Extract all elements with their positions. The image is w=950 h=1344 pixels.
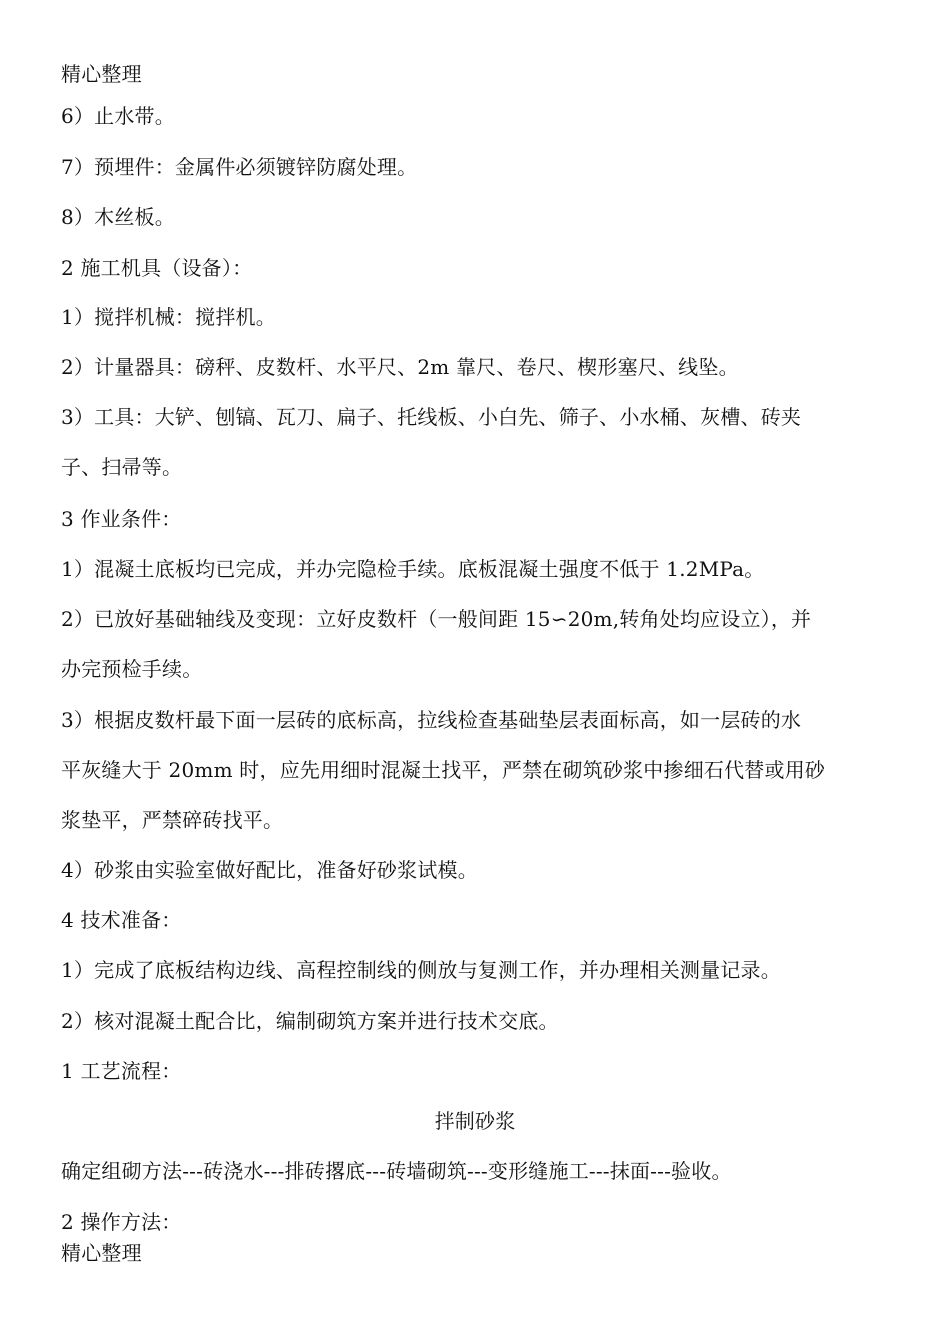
paragraph-line: 4）砂浆由实验室做好配比，准备好砂浆试模。: [61, 858, 478, 882]
process-flow-line: 确定组砌方法---砖浇水---排砖撂底---砖墙砌筑---变形缝施工---抹面---验收。: [61, 1159, 732, 1183]
paragraph-line: 办完预检手续。: [61, 657, 203, 681]
paragraph-line: 2）核对混凝土配合比，编制砌筑方案并进行技术交底。: [61, 1009, 559, 1033]
paragraph-line: 1）完成了底板结构边线、高程控制线的侧放与复测工作，并办理相关测量记录。: [61, 958, 781, 982]
paragraph-line: 8）木丝板。: [61, 205, 175, 229]
paragraph-line: 子、扫帚等。: [61, 455, 183, 479]
paragraph-line: 平灰缝大于 20mm 时，应先用细时混凝土找平，严禁在砌筑砂浆中掺细石代替或用砂: [61, 758, 826, 782]
page-footer: 精心整理: [61, 1241, 142, 1265]
section-heading: 1 工艺流程：: [61, 1059, 182, 1083]
section-heading: 2 操作方法：: [61, 1210, 182, 1234]
paragraph-line: 7）预埋件：金属件必须镀锌防腐处理。: [61, 155, 418, 179]
section-heading: 4 技术准备：: [61, 908, 182, 932]
page-header: 精心整理: [61, 62, 142, 86]
paragraph-line: 3）工具：大铲、刨镐、瓦刀、扁子、托线板、小白先、筛子、小水桶、灰槽、砖夹: [61, 405, 802, 429]
paragraph-line: 浆垫平，严禁碎砖找平。: [61, 808, 284, 832]
section-heading: 3 作业条件：: [61, 507, 182, 531]
paragraph-line: 6）止水带。: [61, 104, 175, 128]
paragraph-line: 3）根据皮数杆最下面一层砖的底标高，拉线检查基础垫层表面标高，如一层砖的水: [61, 708, 802, 732]
process-step-label: 拌制砂浆: [434, 1109, 516, 1133]
paragraph-line: 2）已放好基础轴线及变现：立好皮数杆（一般间距 15∽20m,转角处均应设立），并: [61, 607, 812, 631]
paragraph-line: 1）搅拌机械：搅拌机。: [61, 305, 276, 329]
paragraph-line: 1）混凝土底板均已完成，并办完隐检手续。底板混凝土强度不低于 1.2MPa。: [61, 557, 765, 581]
paragraph-line: 2）计量器具：磅秤、皮数杆、水平尺、2m 靠尺、卷尺、楔形塞尺、线坠。: [61, 355, 739, 379]
section-heading: 2 施工机具（设备）：: [61, 256, 253, 280]
